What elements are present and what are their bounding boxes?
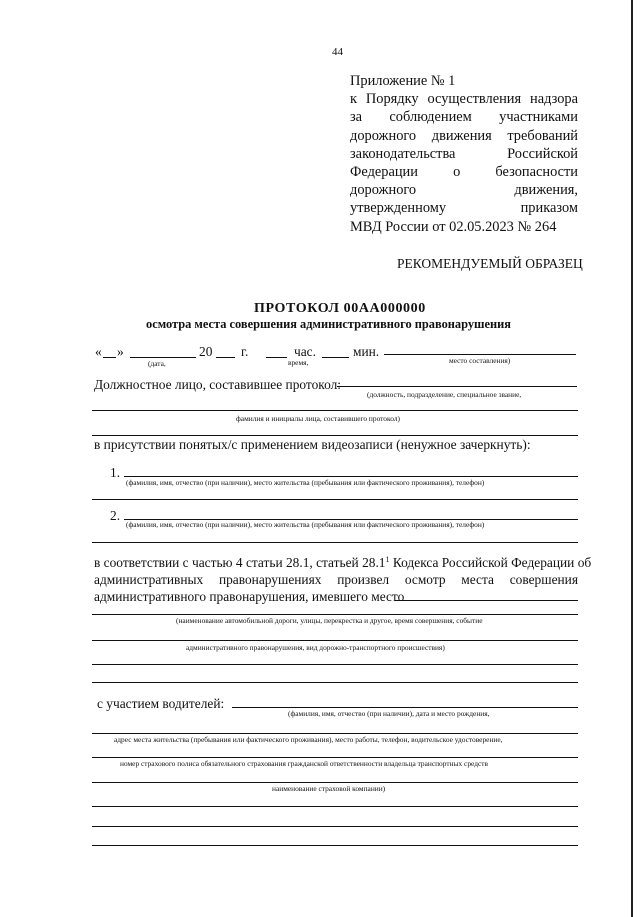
year-suffix: г.: [241, 344, 249, 359]
drivers-caption-4: наименование страховой компании): [272, 784, 386, 793]
witness-2-number: 2.: [110, 508, 121, 523]
appendix-line: МВД России от 02.05.2023 № 264: [350, 218, 557, 235]
drivers-policy-field[interactable]: [92, 757, 578, 758]
appendix-line: дорожного движения,: [350, 182, 578, 199]
witness-1-field[interactable]: [124, 476, 578, 477]
drivers-caption-2: адрес места жительства (пребывания или фактического проживания), место работы, телефон, водительское удостоверение,: [114, 735, 503, 744]
appendix-line: утвержденному приказом: [350, 200, 578, 217]
appendix-line: за соблюдением участниками: [350, 109, 578, 126]
official-name-caption: фамилия и инициалы лица, составившего протокол): [236, 414, 400, 423]
witness-2-caption: (фамилия, имя, отчество (при наличии), место жительства (пребывания или фактического проживания), телефон): [126, 520, 485, 529]
date-quote-close: »: [117, 344, 124, 359]
inspection-caption-1: (наименование автомобильной дороги, улицы, перекрестка и другое, время совершения, событие: [176, 616, 483, 625]
appendix-line: Приложение № 1: [350, 73, 456, 89]
drivers-insurer-field[interactable]: [92, 782, 578, 783]
inspection-field-3[interactable]: [92, 640, 578, 641]
date-quote-open: «: [95, 344, 102, 359]
drivers-extra-line-2[interactable]: [92, 826, 578, 827]
year-prefix: 20: [199, 344, 213, 359]
inspection-line-3: административного правонарушения, имевшего место: [94, 589, 405, 604]
appendix-block: [350, 72, 578, 236]
day-field[interactable]: [103, 357, 116, 358]
drivers-address-field[interactable]: [92, 733, 578, 734]
place-field[interactable]: [384, 354, 576, 355]
official-label: Должностное лицо, составившее протокол:: [94, 377, 342, 392]
witness-2-extra-line[interactable]: [92, 542, 578, 543]
time-caption: время,: [288, 358, 309, 367]
minutes-field[interactable]: [322, 357, 349, 358]
protocol-title: ПРОТОКОЛ 00АА000000: [254, 301, 426, 316]
inspection-caption-2: административного правонарушения, вид дорожно-транспортного происшествия): [186, 643, 445, 652]
page-number: 44: [332, 46, 343, 58]
witnesses-label: в присутствии понятых/с применением видеозаписи (ненужное зачеркнуть):: [94, 437, 531, 452]
month-field[interactable]: [130, 357, 196, 358]
inspection-field-4[interactable]: [92, 664, 578, 665]
date-caption: (дата,: [148, 359, 166, 368]
scan-edge-line: [631, 0, 633, 917]
sample-label: РЕКОМЕНДУЕМЫЙ ОБРАЗЕЦ: [397, 256, 583, 271]
official-position-field[interactable]: [337, 386, 577, 387]
appendix-line: законодательства Российской: [350, 145, 578, 162]
witness-1-extra-line[interactable]: [92, 499, 578, 500]
witness-1-caption: (фамилия, имя, отчество (при наличии), место жительства (пребывания или фактического проживания), телефон): [126, 478, 485, 487]
appendix-line: Федерации о безопасности: [350, 163, 578, 180]
inspection-place-field-2[interactable]: [92, 614, 578, 615]
place-caption: место составления): [449, 356, 511, 365]
drivers-extra-line-1[interactable]: [92, 806, 578, 807]
inspection-place-field[interactable]: [395, 600, 578, 601]
official-position-caption: (должность, подразделение, специальное звание,: [367, 390, 522, 399]
drivers-name-field[interactable]: [232, 707, 578, 708]
year-field[interactable]: [216, 357, 235, 358]
drivers-label: с участием водителей:: [97, 696, 225, 711]
hours-field[interactable]: [266, 357, 287, 358]
blank-line[interactable]: [92, 435, 578, 436]
appendix-line: дорожного движения требований: [350, 127, 578, 144]
drivers-caption-1: (фамилия, имя, отчество (при наличии), дата и место рождения,: [288, 709, 490, 718]
protocol-subtitle: осмотра места совершения административного правонарушения: [146, 317, 511, 331]
appendix-line: к Порядку осуществления надзора: [350, 91, 578, 108]
hours-label: час.: [294, 344, 316, 359]
drivers-caption-3: номер страхового полиса обязательного страхования гражданской ответственности владельца транспортных средств: [120, 759, 488, 768]
inspection-field-5[interactable]: [92, 682, 578, 683]
witness-1-number: 1.: [110, 465, 121, 480]
official-name-field[interactable]: [92, 410, 578, 411]
drivers-extra-line-3[interactable]: [92, 845, 578, 846]
inspection-line-1: в соответствии с частью 4 статьи 28.1, статьей 28.1$^1$ Кодекса Российской Федерации об: [94, 555, 592, 570]
minutes-label: мин.: [353, 344, 380, 359]
inspection-line-2: административных правонарушениях произвел осмотр места совершения: [94, 572, 578, 587]
